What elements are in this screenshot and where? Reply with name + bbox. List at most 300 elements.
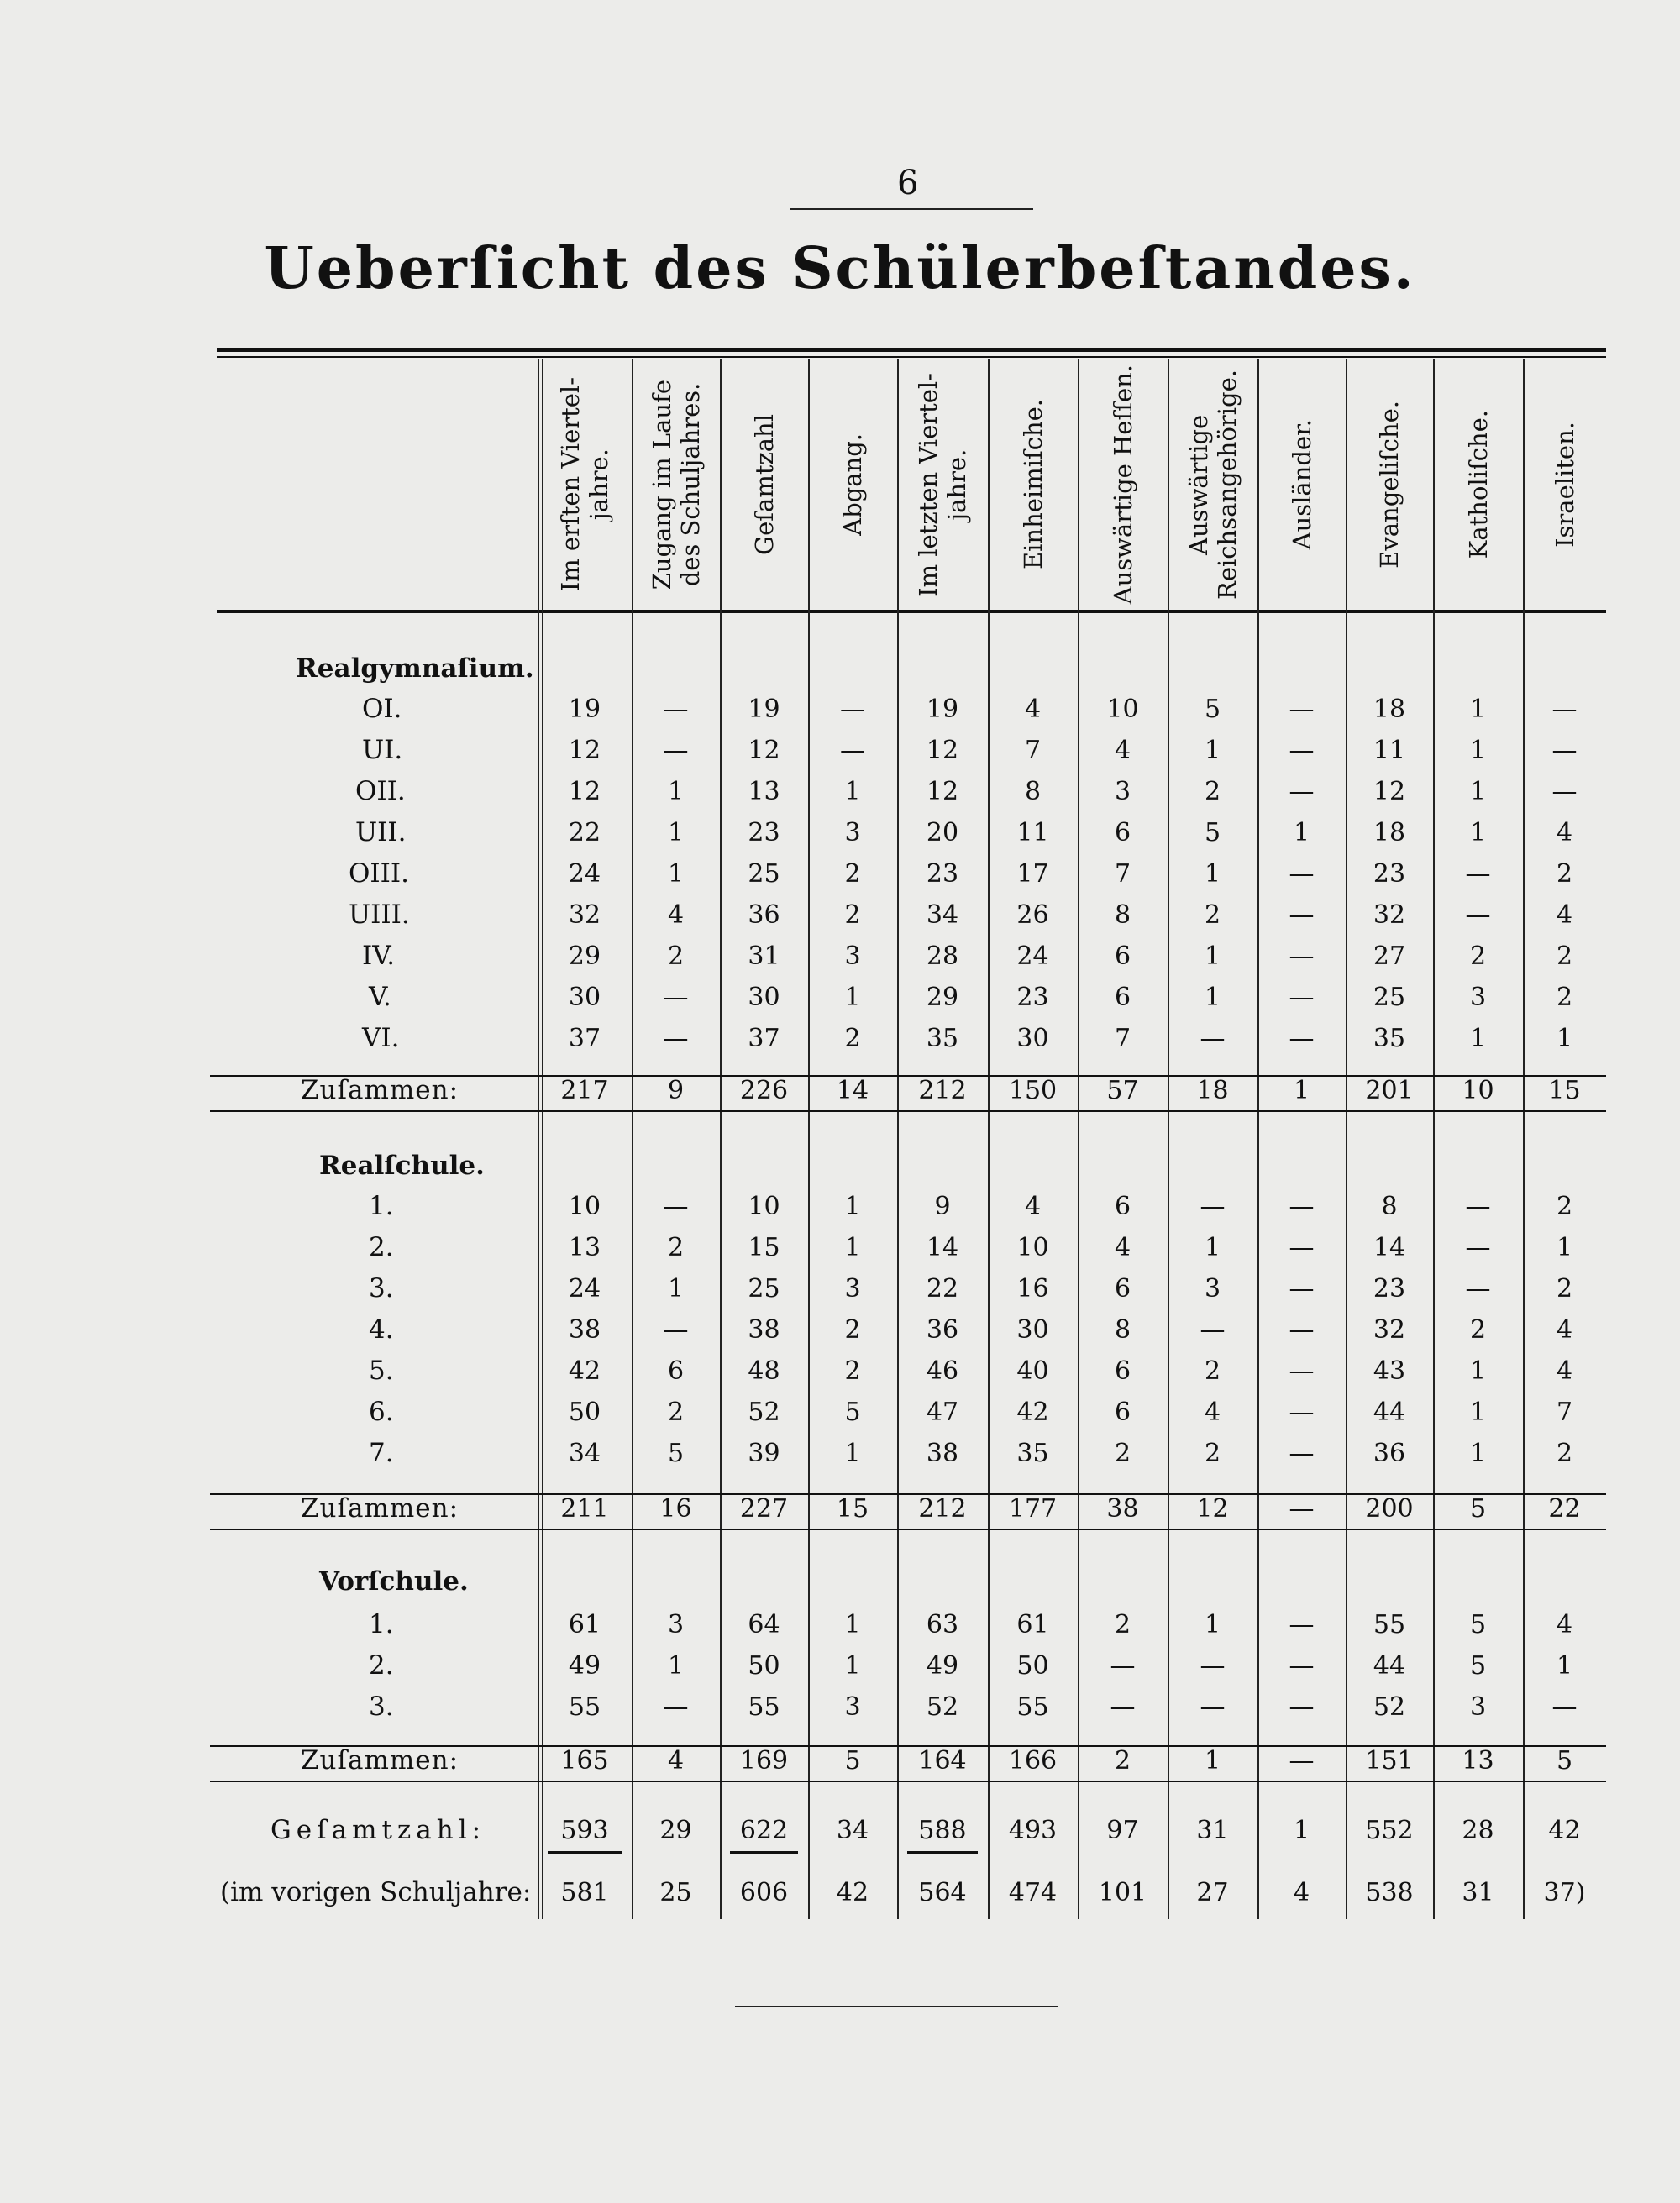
table-row-cell: 1 (1469, 736, 1487, 765)
subtotal-row-cell: 164 (918, 1746, 967, 1776)
subtotal-row-cell: 2 (1114, 1746, 1131, 1776)
table-row-cell: 1 (844, 777, 861, 806)
table-row-cell: 3 (844, 942, 861, 971)
table-row-cell: 35 (926, 1024, 959, 1053)
subtotal-row-cell: 38 (1106, 1494, 1139, 1524)
table-row-cell: 34 (926, 900, 959, 930)
table-row-cell: 1 (844, 1233, 861, 1262)
table-row-cell: 27 (1373, 942, 1406, 971)
table-row-cell: 64 (748, 1610, 780, 1639)
table-row-cell: 35 (1373, 1024, 1406, 1053)
table-row-cell: — (840, 736, 865, 765)
table-row-cell: 5 (1469, 1651, 1487, 1681)
subtotal-row-cell: 166 (1008, 1746, 1058, 1776)
subtotal-row-cell: 1 (1204, 1746, 1221, 1776)
table-row-cell: 6 (1114, 1356, 1131, 1386)
table-row-cell: 3 (1114, 777, 1131, 806)
table-row-label: VI. (362, 1023, 400, 1053)
column-header (988, 359, 1078, 610)
table-row-cell: 14 (926, 1233, 959, 1262)
column-header-label: Auswärtige Heſſen. (1108, 365, 1137, 605)
column-header-label: Auswärtige Reichsangehörige. (1184, 370, 1242, 600)
column-header-label: Im letzten Viertel- jahre. (914, 372, 971, 597)
table-row-cell: 42 (568, 1356, 601, 1386)
subtotal-row-cell: 5 (1556, 1746, 1573, 1776)
table-row-cell: 4 (1556, 1610, 1573, 1639)
table-row-cell: — (1200, 1315, 1226, 1345)
table-row-cell: 25 (748, 859, 780, 889)
table-row-cell: 4 (667, 900, 685, 930)
table-row-cell: 47 (926, 1398, 959, 1427)
table-row-cell: 7 (1024, 736, 1042, 765)
table-row-cell: 16 (1016, 1274, 1049, 1303)
page-title: Ueberſicht des Schülerbeſtandes. (264, 235, 1416, 302)
column-header (720, 359, 808, 610)
value-underline (730, 1851, 798, 1854)
table-row-label: UII. (355, 817, 407, 847)
table-row-cell: — (1289, 942, 1315, 971)
column-header (538, 359, 632, 610)
subtotal-row-cell: 16 (659, 1494, 692, 1524)
subtotal-row-cell: 57 (1106, 1076, 1139, 1105)
subtotal-row-label: Zuſammen: (301, 1075, 459, 1105)
table-row-cell: — (1551, 695, 1578, 724)
column-header (808, 359, 897, 610)
table-row-cell: 46 (926, 1356, 959, 1386)
table-row-cell: 3 (844, 1274, 861, 1303)
table-row-cell: 6 (1114, 1398, 1131, 1427)
table-row-cell: — (663, 1024, 689, 1053)
table-row-cell: 13 (568, 1233, 601, 1262)
table-row-cell: 10 (1016, 1233, 1049, 1262)
table-row-cell: 5 (1204, 818, 1221, 847)
table-row-cell: 50 (568, 1398, 601, 1427)
subtotal-row-cell: 15 (836, 1494, 869, 1524)
table-row-cell: 18 (1373, 695, 1406, 724)
table-row-cell: — (1289, 736, 1315, 765)
subtotal-row-cell: 1 (1293, 1076, 1310, 1105)
section-heading: Vorſchule. (319, 1566, 469, 1597)
column-header-label: Abgang. (838, 433, 867, 536)
table-row-cell: 1 (1204, 859, 1221, 889)
previous-year-row-cell: 27 (1196, 1878, 1229, 1907)
grand-total-row-cell: 42 (1548, 1816, 1581, 1845)
table-row-cell: 63 (926, 1610, 959, 1639)
column-header-label: Geſamtzahl (749, 413, 779, 556)
table-row-cell: 6 (1114, 983, 1131, 1012)
table-row-cell: 2 (1204, 777, 1221, 806)
table-row-cell: 55 (1373, 1610, 1406, 1639)
table-row-cell: — (1289, 1315, 1315, 1345)
table-row-cell: 1 (1469, 777, 1487, 806)
column-header (897, 359, 988, 610)
header-top-rule-thick (217, 348, 1606, 352)
table-row-cell: 2 (667, 1398, 685, 1427)
table-row-cell: 37 (748, 1024, 780, 1053)
table-row-cell: 2 (1556, 859, 1573, 889)
table-row-cell: 20 (926, 818, 959, 847)
table-row-cell: 44 (1373, 1398, 1406, 1427)
table-row-label: 2. (369, 1232, 394, 1262)
value-underline (907, 1851, 978, 1854)
table-row-cell: 23 (1373, 859, 1406, 889)
table-row-cell: 8 (1114, 1315, 1131, 1345)
table-row-cell: 3 (844, 818, 861, 847)
table-row-cell: — (1289, 1192, 1315, 1221)
subtotal-row-cell: 5 (1469, 1494, 1487, 1524)
table-row-cell: 10 (568, 1192, 601, 1221)
grand-total-row-cell: 1 (1293, 1816, 1310, 1845)
table-row-cell: 38 (748, 1315, 780, 1345)
table-row-cell: 6 (1114, 818, 1131, 847)
value-underline (548, 1851, 622, 1854)
grand-total-row-cell: 97 (1106, 1816, 1139, 1845)
table-row-cell: 2 (1556, 1192, 1573, 1221)
subtotal-row-label: Zuſammen: (301, 1493, 459, 1524)
subtotal-row-cell: 15 (1548, 1076, 1581, 1105)
table-row-cell: 50 (748, 1651, 780, 1681)
table-row-cell: — (663, 736, 689, 765)
subtotal-row-cell: 9 (667, 1076, 685, 1105)
grand-total-row-cell: 593 (560, 1816, 609, 1845)
table-row-cell: 40 (1016, 1356, 1049, 1386)
table-row-cell: 5 (844, 1398, 861, 1427)
table-row-label: 7. (369, 1438, 394, 1468)
subtotal-bottom-rule (210, 1781, 1606, 1782)
table-row-cell: 2 (1556, 1274, 1573, 1303)
table-row-cell: — (1465, 1274, 1491, 1303)
table-row-cell: 1 (844, 1439, 861, 1468)
table-row-cell: 1 (1469, 1398, 1487, 1427)
table-row-cell: 3 (844, 1692, 861, 1722)
table-row-cell: 2 (844, 1356, 861, 1386)
subtotal-row-cell: — (1289, 1494, 1315, 1524)
table-row-cell: — (1200, 1192, 1226, 1221)
table-row-label: 5. (369, 1356, 394, 1386)
previous-year-row-cell: 474 (1008, 1878, 1058, 1907)
table-row-cell: — (663, 1315, 689, 1345)
table-row-cell: 24 (1016, 942, 1049, 971)
column-header (632, 359, 720, 610)
bottom-rule (735, 2006, 1058, 2007)
subtotal-row-cell: 165 (560, 1746, 609, 1776)
table-row-cell: 1 (1469, 818, 1487, 847)
table-row-cell: 52 (1373, 1692, 1406, 1722)
table-row-cell: 5 (1204, 695, 1221, 724)
previous-year-row-cell: 31 (1462, 1878, 1494, 1907)
table-row-cell: 1 (1469, 1356, 1487, 1386)
table-row-cell: 1 (667, 777, 685, 806)
table-row-cell: 2 (1469, 942, 1487, 971)
subtotal-row-cell: 151 (1365, 1746, 1414, 1776)
table-row-label: OII. (355, 776, 406, 806)
table-row-cell: 32 (1373, 900, 1406, 930)
table-row-cell: — (1465, 1233, 1491, 1262)
table-row-cell: 1 (1204, 736, 1221, 765)
table-row-cell: 12 (568, 736, 601, 765)
previous-year-row-cell: 42 (836, 1878, 869, 1907)
table-row-cell: 44 (1373, 1651, 1406, 1681)
previous-year-row-cell: 581 (560, 1878, 609, 1907)
table-row-cell: 14 (1373, 1233, 1406, 1262)
table-row-cell: 7 (1556, 1398, 1573, 1427)
table-row-cell: 1 (844, 983, 861, 1012)
table-row-cell: 1 (1204, 1233, 1221, 1262)
table-row-cell: 23 (1016, 983, 1049, 1012)
table-row-cell: 10 (748, 1192, 780, 1221)
table-row-cell: 12 (748, 736, 780, 765)
table-row-cell: 29 (926, 983, 959, 1012)
table-row-cell: — (1289, 1439, 1315, 1468)
table-row-label: 2. (369, 1650, 394, 1681)
column-header-label: Evangeliſche. (1375, 401, 1404, 569)
table-row-cell: 12 (926, 736, 959, 765)
table-row-cell: 4 (1556, 900, 1573, 930)
grand-total-row-label: Geſamtzahl: (270, 1815, 486, 1845)
table-row-cell: 26 (1016, 900, 1049, 930)
table-row-label: 3. (369, 1692, 394, 1722)
grand-total-row-cell: 31 (1196, 1816, 1229, 1845)
table-row-cell: 4 (1204, 1398, 1221, 1427)
grand-total-row-cell: 493 (1008, 1816, 1058, 1845)
subtotal-row-cell: 211 (560, 1494, 609, 1524)
table-row-label: IV. (362, 941, 396, 971)
table-row-cell: 8 (1024, 777, 1042, 806)
table-row-cell: 55 (568, 1692, 601, 1722)
table-row-cell: 42 (1016, 1398, 1049, 1427)
column-header-label: Zugang im Laufe des Schuljahres. (647, 379, 705, 590)
table-row-cell: — (1551, 777, 1578, 806)
table-row-cell: 3 (1469, 1692, 1487, 1722)
table-row-cell: 31 (748, 942, 780, 971)
table-row-cell: 37 (568, 1024, 601, 1053)
table-row-cell: 19 (748, 695, 780, 724)
table-row-cell: — (1200, 1651, 1226, 1681)
table-row-cell: 1 (1469, 1024, 1487, 1053)
table-row-label: UI. (362, 735, 403, 765)
table-row-cell: 30 (568, 983, 601, 1012)
table-row-cell: 5 (667, 1439, 685, 1468)
table-row-cell: 1 (1293, 818, 1310, 847)
table-row-cell: 24 (568, 859, 601, 889)
table-row-cell: 2 (844, 900, 861, 930)
table-row-cell: — (1289, 900, 1315, 930)
table-row-cell: — (1200, 1692, 1226, 1722)
table-row-label: OI. (362, 694, 402, 724)
table-row-cell: 22 (568, 818, 601, 847)
table-row-cell: 10 (1106, 695, 1139, 724)
table-row-cell: 2 (1556, 1439, 1573, 1468)
table-row-cell: 52 (926, 1692, 959, 1722)
table-row-cell: 32 (1373, 1315, 1406, 1345)
table-row-cell: 1 (1204, 983, 1221, 1012)
table-row-cell: 2 (1556, 983, 1573, 1012)
previous-year-row-cell: 606 (739, 1878, 789, 1907)
table-row-cell: 25 (1373, 983, 1406, 1012)
grand-total-row-cell: 28 (1462, 1816, 1494, 1845)
column-header (1433, 359, 1523, 610)
subtotal-bottom-rule (210, 1529, 1606, 1530)
table-row-cell: 19 (568, 695, 601, 724)
previous-year-row-cell: 37) (1543, 1878, 1586, 1907)
table-row-cell: — (840, 695, 865, 724)
table-row-cell: 36 (748, 900, 780, 930)
column-header-label: Einheimiſche. (1018, 399, 1047, 570)
table-row-cell: — (1465, 900, 1491, 930)
grand-total-row-cell: 34 (836, 1816, 869, 1845)
table-row-cell: 1 (1204, 1610, 1221, 1639)
table-row-cell: — (1289, 1398, 1315, 1427)
table-row-cell: 38 (926, 1439, 959, 1468)
column-header (1346, 359, 1433, 610)
table-row-cell: 4 (1114, 736, 1131, 765)
subtotal-row-cell: 226 (739, 1076, 789, 1105)
table-row-cell: — (1110, 1692, 1136, 1722)
table-row-cell: — (1289, 1274, 1315, 1303)
subtotal-row-cell: 5 (844, 1746, 861, 1776)
table-row-cell: 1 (1556, 1024, 1573, 1053)
table-row-cell: 49 (926, 1651, 959, 1681)
table-row-cell: — (1289, 1651, 1315, 1681)
table-row-cell: — (1551, 1692, 1578, 1722)
table-row-cell: 55 (748, 1692, 780, 1722)
table-row-cell: — (1289, 1024, 1315, 1053)
table-row-cell: 32 (568, 900, 601, 930)
table-row-cell: 1 (1469, 1439, 1487, 1468)
column-header-label: Katholiſche. (1463, 410, 1493, 559)
table-row-cell: 38 (568, 1315, 601, 1345)
table-row-cell: 12 (568, 777, 601, 806)
table-row-cell: 1 (1469, 695, 1487, 724)
table-row-cell: 34 (568, 1439, 601, 1468)
previous-year-row-cell: 4 (1293, 1878, 1310, 1907)
table-row-cell: 61 (1016, 1610, 1049, 1639)
table-row-cell: 4 (1556, 1315, 1573, 1345)
table-row-cell: — (1289, 983, 1315, 1012)
column-header-label: Ausländer. (1287, 419, 1316, 550)
table-row-cell: 1 (844, 1192, 861, 1221)
subtotal-bottom-rule (210, 1110, 1606, 1112)
header-bottom-rule (217, 610, 1606, 613)
previous-year-row-cell: 25 (659, 1878, 692, 1907)
table-row-cell: 29 (568, 942, 601, 971)
table-row-cell: 8 (1114, 900, 1131, 930)
grand-total-row-cell: 588 (918, 1816, 967, 1845)
table-row-cell: 2 (844, 1315, 861, 1345)
subtotal-row-cell: 10 (1462, 1076, 1494, 1105)
table-row-cell: 12 (1373, 777, 1406, 806)
page-number: 6 (897, 164, 919, 202)
table-row-cell: 55 (1016, 1692, 1049, 1722)
table-row-cell: — (1289, 1233, 1315, 1262)
table-row-label: UIII. (349, 900, 410, 930)
table-row-cell: 1 (1556, 1233, 1573, 1262)
table-row-cell: — (1289, 695, 1315, 724)
table-row-label: 1. (369, 1191, 394, 1221)
table-row-cell: 50 (1016, 1651, 1049, 1681)
table-row-cell: 15 (748, 1233, 780, 1262)
table-row-cell: 49 (568, 1651, 601, 1681)
subtotal-row-cell: 4 (667, 1746, 685, 1776)
column-header (1523, 359, 1606, 610)
table-row-cell: 2 (1114, 1439, 1131, 1468)
table-row-cell: 2 (1204, 1356, 1221, 1386)
table-row-cell: 18 (1373, 818, 1406, 847)
table-row-label: V. (369, 982, 391, 1012)
subtotal-row-cell: — (1289, 1746, 1315, 1776)
table-row-cell: 5 (1469, 1610, 1487, 1639)
table-row-cell: — (1289, 859, 1315, 889)
grand-total-row-cell: 29 (659, 1816, 692, 1845)
table-row-cell: 6 (667, 1356, 685, 1386)
table-row-cell: — (663, 1692, 689, 1722)
table-row-cell: 2 (1469, 1315, 1487, 1345)
subtotal-row-cell: 22 (1548, 1494, 1581, 1524)
table-row-cell: 8 (1381, 1192, 1398, 1221)
table-row-cell: 7 (1114, 1024, 1131, 1053)
subtotal-row-cell: 212 (918, 1494, 967, 1524)
table-row-cell: 35 (1016, 1439, 1049, 1468)
table-row-cell: — (663, 1192, 689, 1221)
table-row-cell: 6 (1114, 1274, 1131, 1303)
subtotal-row-cell: 200 (1365, 1494, 1414, 1524)
table-row-cell: — (1110, 1651, 1136, 1681)
header-top-rule-thin (217, 356, 1606, 358)
subtotal-row-cell: 150 (1008, 1076, 1058, 1105)
previous-year-row-cell: 538 (1365, 1878, 1414, 1907)
table-row-cell: 12 (926, 777, 959, 806)
table-row-cell: 3 (1469, 983, 1487, 1012)
grand-total-row-cell: 622 (739, 1816, 789, 1845)
table-row-cell: 23 (926, 859, 959, 889)
table-row-cell: 4 (1556, 1356, 1573, 1386)
subtotal-row-cell: 212 (918, 1076, 967, 1105)
table-row-cell: 4 (1114, 1233, 1131, 1262)
table-row-cell: 1 (844, 1610, 861, 1639)
table-row-cell: — (1289, 1692, 1315, 1722)
table-row-cell: — (1289, 1610, 1315, 1639)
table-row-label: 6. (369, 1397, 394, 1427)
subtotal-row-cell: 169 (739, 1746, 789, 1776)
table-row-cell: 1 (667, 859, 685, 889)
table-row-cell: 2 (844, 1024, 861, 1053)
table-row-cell: 3 (667, 1610, 685, 1639)
table-row-cell: 13 (748, 777, 780, 806)
table-row-cell: 24 (568, 1274, 601, 1303)
table-row-cell: 6 (1114, 942, 1131, 971)
table-row-cell: 2 (1204, 1439, 1221, 1468)
table-row-cell: 52 (748, 1398, 780, 1427)
table-row-cell: 3 (1204, 1274, 1221, 1303)
table-row-cell: — (663, 695, 689, 724)
column-header (1257, 359, 1346, 610)
table-row-cell: 30 (1016, 1315, 1049, 1345)
subtotal-row-cell: 227 (739, 1494, 789, 1524)
table-row-cell: 1 (667, 818, 685, 847)
table-row-cell: 25 (748, 1274, 780, 1303)
table-row-cell: 7 (1114, 859, 1131, 889)
table-row-cell: — (1551, 736, 1578, 765)
table-row-cell: 2 (1114, 1610, 1131, 1639)
table-row-cell: 4 (1024, 695, 1042, 724)
table-row-label: 3. (369, 1273, 394, 1303)
table-row-cell: 28 (926, 942, 959, 971)
table-row-cell: 4 (1556, 818, 1573, 847)
table-row-cell: 1 (1204, 942, 1221, 971)
subtotal-row-cell: 217 (560, 1076, 609, 1105)
table-row-cell: 30 (748, 983, 780, 1012)
table-row-cell: 17 (1016, 859, 1049, 889)
